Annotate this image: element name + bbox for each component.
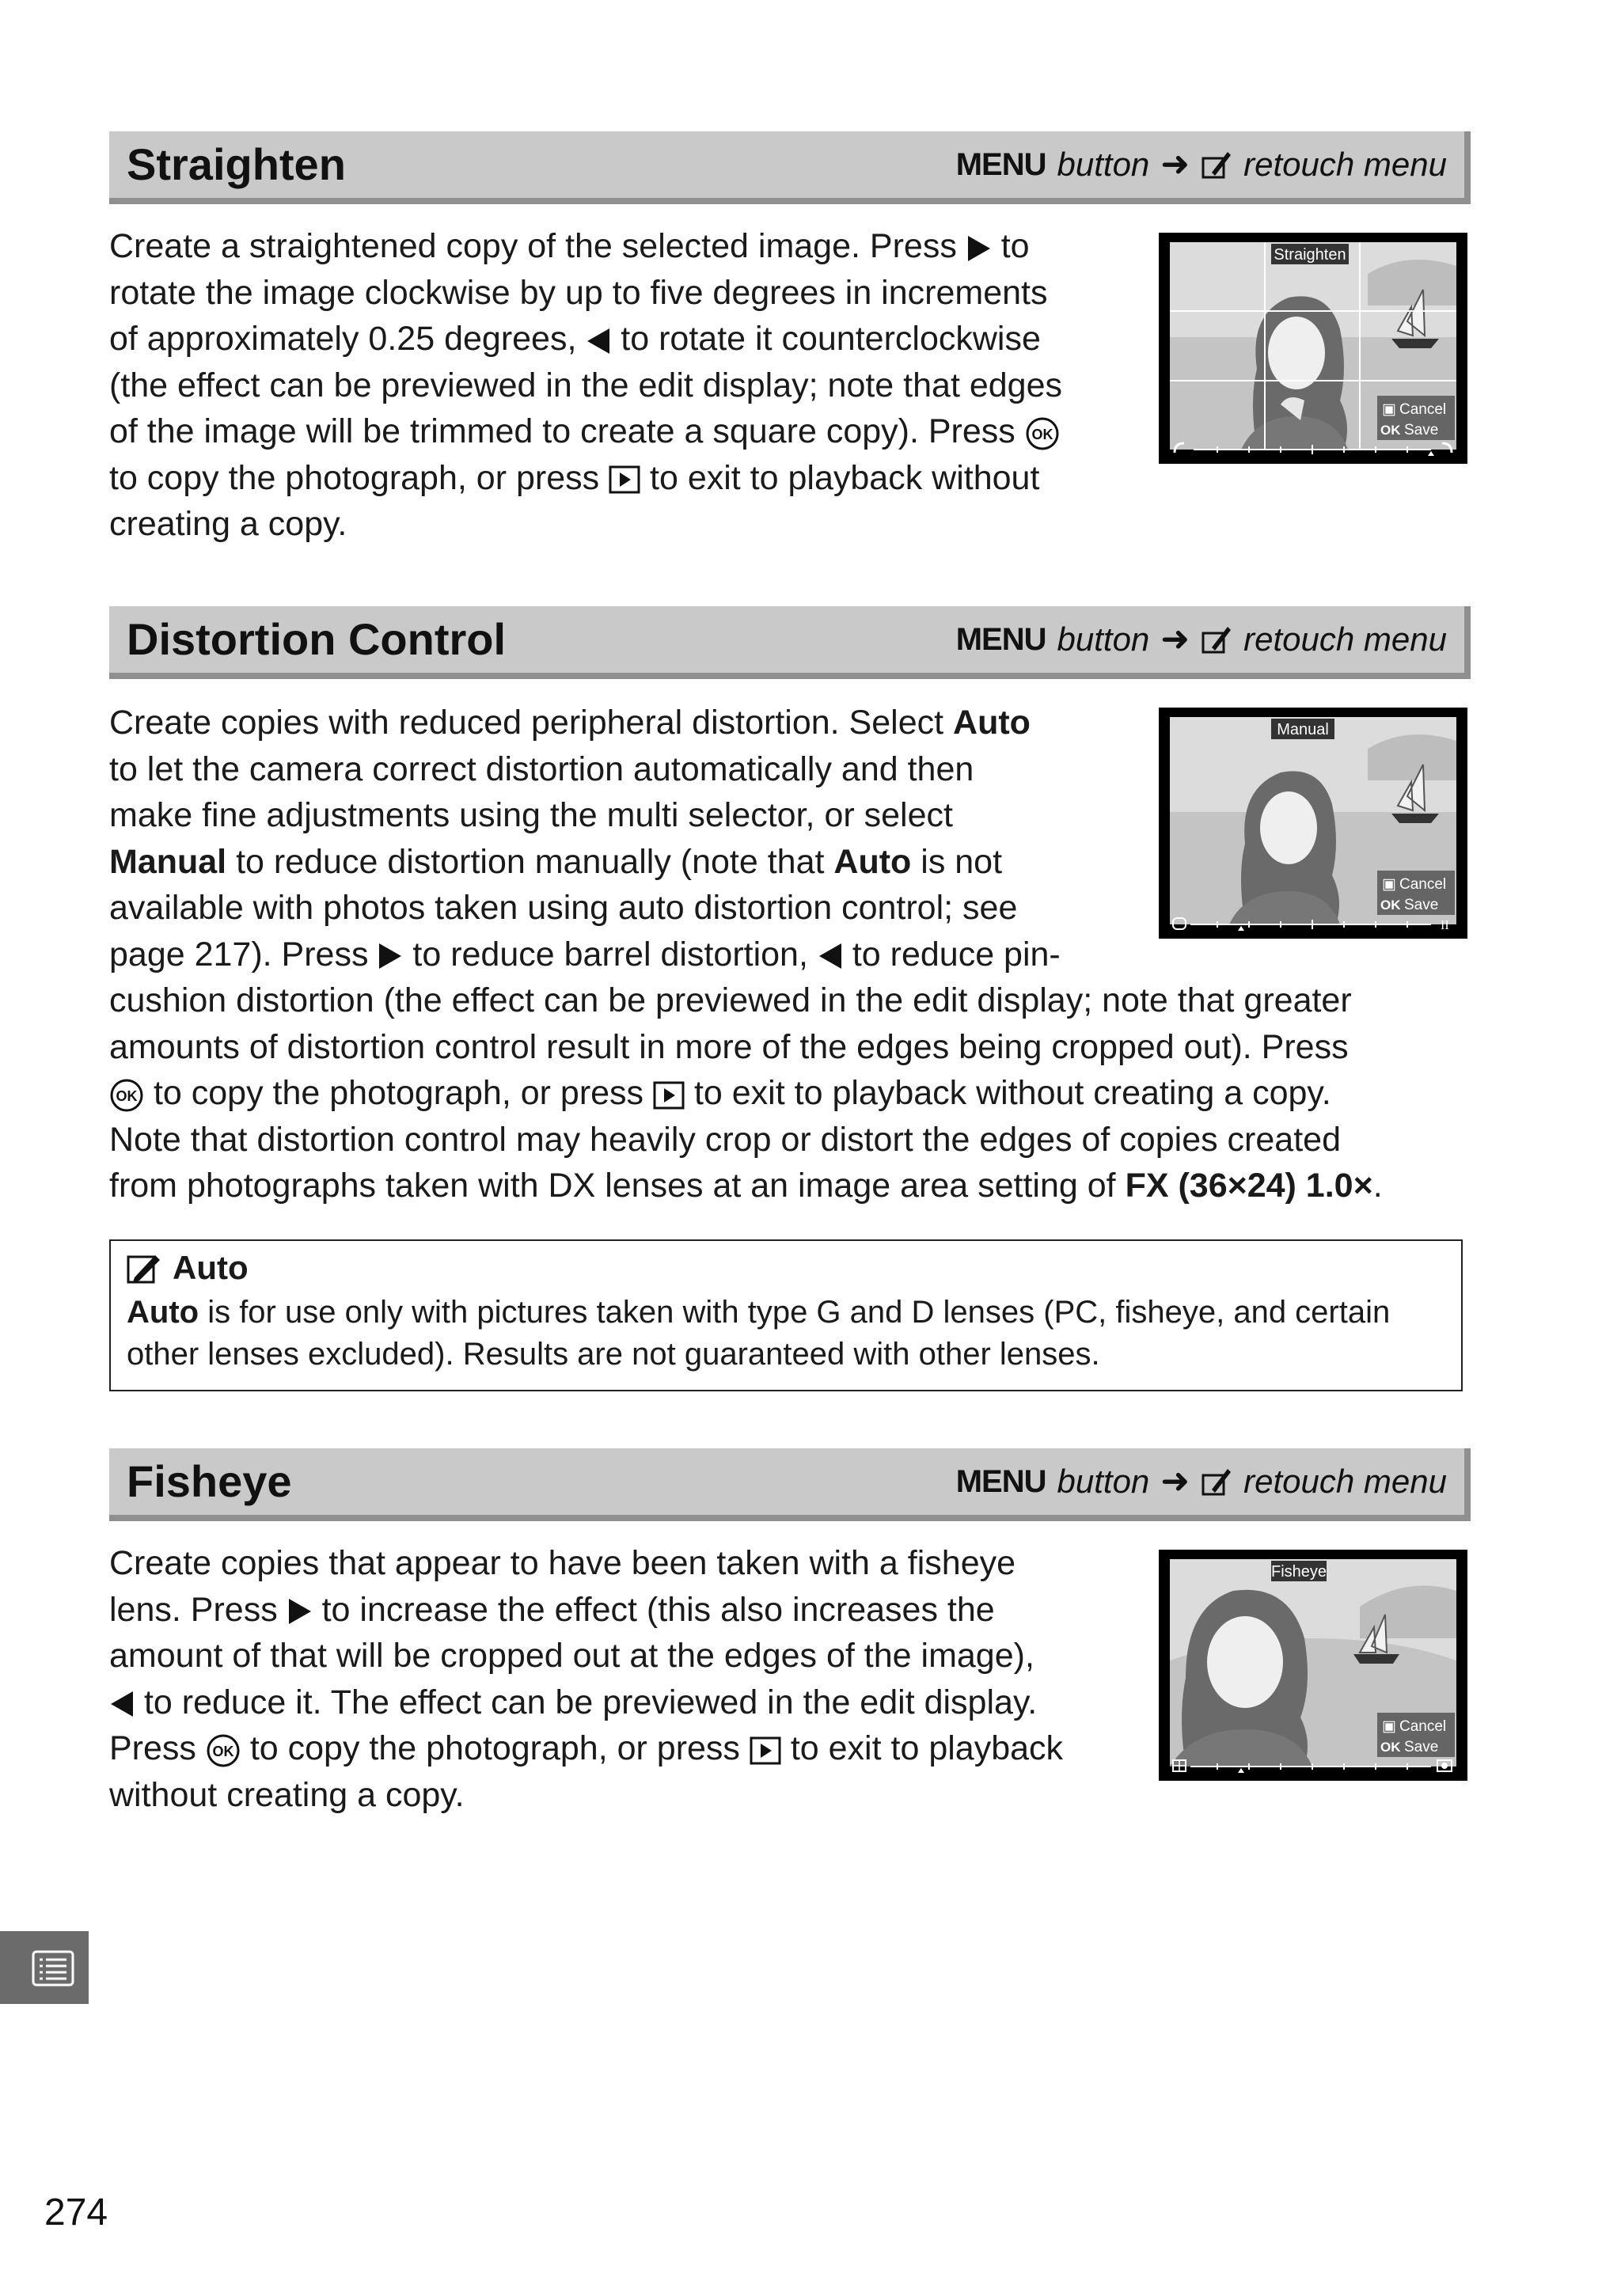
- screen-label: Straighten: [1274, 246, 1346, 264]
- text-line: amount of that will be cropped out at the edges of the image),: [109, 1637, 1034, 1675]
- text-line: cushion distortion (the effect can be previewed in the edit display; note that greater: [109, 981, 1352, 1019]
- menu-path: [956, 144, 1447, 185]
- text-line: is for use only with pictures taken with type G and D lenses (PC, fisheye, and certain: [199, 1295, 1391, 1330]
- text-line: to reduce distortion manually (note that: [226, 842, 834, 881]
- distortion-slider: [1170, 912, 1456, 935]
- camera-display: [1170, 242, 1456, 450]
- text-line: lens. Press: [109, 1590, 287, 1629]
- svg-text:OK: OK: [212, 1743, 234, 1759]
- text-line: of approximately 0.25 degrees,: [109, 320, 587, 358]
- straighten-description: [109, 223, 1154, 548]
- screen-cancel: Cancel: [1399, 1718, 1447, 1735]
- camera-display: [1170, 1559, 1456, 1767]
- screen-ok: OK: [1380, 898, 1401, 913]
- menu-word: MENU: [955, 1464, 1046, 1499]
- right-arrow-icon: [287, 1597, 313, 1626]
- text-line: to: [991, 227, 1030, 265]
- arrow-icon: ➜: [1160, 1462, 1190, 1501]
- straighten-slider: [1170, 437, 1456, 461]
- arrow-icon: ➜: [1160, 145, 1190, 184]
- page-number: 274: [44, 2192, 108, 2233]
- right-arrow-icon: [966, 234, 992, 263]
- section-header-fisheye: [109, 1448, 1471, 1521]
- button-word: button: [1057, 620, 1150, 658]
- retouch-menu-icon: [1201, 149, 1232, 180]
- screen-label: Fisheye: [1270, 1563, 1327, 1581]
- playback-button-icon: [750, 1736, 781, 1765]
- bold-term: Manual: [109, 842, 227, 881]
- screen-save: Save: [1404, 1739, 1439, 1755]
- playback-button-icon: [653, 1081, 685, 1110]
- svg-text:▣: ▣: [1382, 876, 1396, 893]
- text-line: Note that distortion control may heavily crop or distort the edges of copies created: [109, 1120, 1341, 1159]
- left-arrow-icon: [818, 942, 843, 970]
- text-line: Create copies with reduced peripheral distortion. Select: [109, 704, 954, 742]
- bold-term: Auto: [833, 842, 912, 881]
- screen-ok: OK: [1380, 1740, 1401, 1755]
- bold-term: Auto: [953, 704, 1031, 742]
- section-title: Straighten: [127, 139, 346, 189]
- screen-cancel: Cancel: [1399, 401, 1447, 418]
- svg-text:OK: OK: [116, 1087, 138, 1104]
- retouch-menu-icon: [1201, 624, 1232, 655]
- svg-text:▣: ▣: [1382, 1718, 1396, 1735]
- text-line: to exit to playback without: [640, 458, 1040, 497]
- text-line: .: [1372, 1167, 1383, 1205]
- text-line: Create copies that appear to have been taken with a fisheye: [109, 1544, 1016, 1582]
- left-arrow-icon: [586, 327, 611, 355]
- playback-button-icon: [609, 465, 640, 494]
- menu-word: MENU: [955, 622, 1046, 657]
- menu-word: MENU: [955, 147, 1046, 182]
- retouch-menu-label: retouch menu: [1243, 146, 1447, 183]
- text-line: to reduce barrel distortion,: [403, 935, 818, 973]
- straighten-screen-image: [1159, 233, 1467, 464]
- text-line: to reduce pin-: [842, 935, 1061, 973]
- bold-term: Auto: [127, 1295, 199, 1330]
- note-heading: [127, 1249, 249, 1287]
- menu-path: [956, 619, 1447, 660]
- fisheye-description: [109, 1540, 1154, 1818]
- text-line: from photographs taken with DX lenses at an image area setting of: [109, 1167, 1126, 1205]
- text-line: available with photos taken using auto distortion control; see: [109, 889, 1018, 927]
- section-title: Fisheye: [127, 1456, 292, 1506]
- screen-label: Manual: [1277, 721, 1329, 738]
- svg-text:▣: ▣: [1382, 401, 1396, 418]
- note-text: [127, 1292, 1441, 1376]
- button-word: button: [1057, 146, 1150, 183]
- menu-guide-tab: [0, 1931, 89, 2004]
- text-line: to copy the photograph, or press: [109, 458, 609, 497]
- text-line: creating a copy.: [109, 505, 347, 543]
- svg-text:II: II: [1441, 919, 1449, 932]
- text-line: amounts of distortion control result in more of the edges being cropped out). Press: [109, 1027, 1349, 1066]
- retouch-menu-label: retouch menu: [1243, 620, 1447, 658]
- text-line: Create a straightened copy of the selected image. Press: [109, 227, 966, 265]
- svg-text:OK: OK: [1031, 426, 1053, 442]
- text-line: to exit to playback without creating a copy.: [685, 1074, 1331, 1112]
- screen-save: Save: [1404, 422, 1439, 438]
- text-line: to exit to playback: [780, 1729, 1064, 1767]
- text-line: to let the camera correct distortion automatically and then: [109, 750, 974, 788]
- auto-note-box: [109, 1239, 1463, 1391]
- text-line: is not: [911, 842, 1003, 881]
- text-line: to rotate it counterclockwise: [611, 320, 1041, 358]
- retouch-menu-label: retouch menu: [1243, 1463, 1447, 1500]
- section-header-distortion: [109, 606, 1471, 679]
- fisheye-slider: [1170, 1754, 1456, 1778]
- screen-cancel: Cancel: [1399, 876, 1447, 893]
- screen-ok: OK: [1380, 423, 1401, 438]
- text-line: to reduce it. The effect can be previewed in the edit display.: [135, 1683, 1038, 1721]
- fisheye-screen-image: [1159, 1550, 1467, 1781]
- menu-tab-icon: [32, 1950, 74, 1987]
- bold-term: FX (36×24) 1.0×: [1125, 1167, 1373, 1205]
- ok-button-icon: [206, 1733, 241, 1768]
- section-title: Distortion Control: [127, 614, 507, 664]
- text-line: make fine adjustments using the multi selector, or select: [109, 796, 953, 834]
- ok-button-icon: [109, 1078, 144, 1113]
- screen-save: Save: [1404, 897, 1439, 913]
- section-header-straighten: [109, 131, 1471, 204]
- note-pencil-icon: [127, 1252, 161, 1284]
- arrow-icon: ➜: [1160, 620, 1190, 658]
- text-line: page 217). Press: [109, 935, 378, 973]
- ok-button-icon: [1025, 416, 1060, 451]
- distortion-screen-image: [1159, 708, 1467, 939]
- menu-path: [956, 1461, 1447, 1502]
- text-line: rotate the image clockwise by up to five degrees in increments: [109, 273, 1048, 312]
- retouch-menu-icon: [1201, 1466, 1232, 1497]
- text-line: to copy the photograph, or press: [240, 1729, 750, 1767]
- right-arrow-icon: [378, 942, 403, 970]
- text-line: of the image will be trimmed to create a square copy). Press: [109, 412, 1025, 450]
- button-word: button: [1057, 1463, 1150, 1500]
- camera-display: [1170, 717, 1456, 924]
- left-arrow-icon: [109, 1690, 135, 1718]
- text-line: other lenses excluded). Results are not guaranteed with other lenses.: [127, 1337, 1100, 1372]
- text-line: Press: [109, 1729, 206, 1767]
- text-line: (the effect can be previewed in the edit display; note that edges: [109, 366, 1062, 404]
- text-line: to copy the photograph, or press: [144, 1074, 654, 1112]
- text-line: to increase the effect (this also increases the: [312, 1590, 995, 1629]
- note-heading-text: Auto: [173, 1249, 249, 1286]
- text-line: without creating a copy.: [109, 1775, 465, 1814]
